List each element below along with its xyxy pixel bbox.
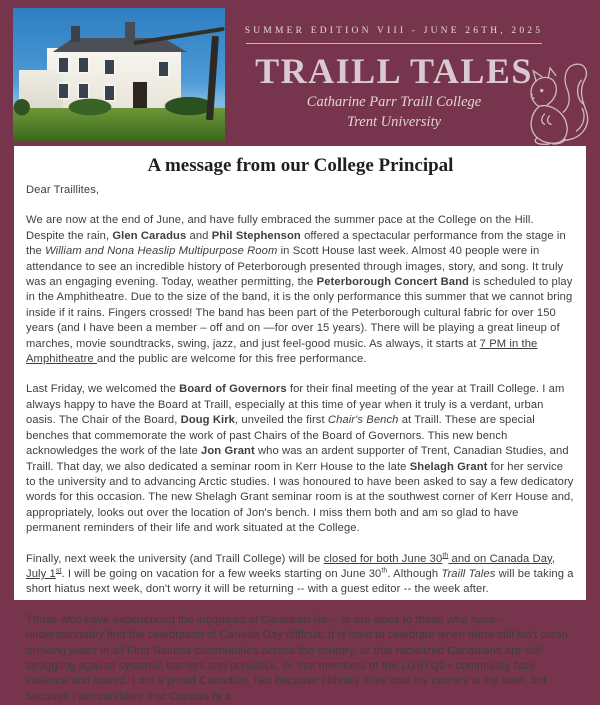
text-segment: for her service to the university and to advancing Arctic studies. I was honoured to have been asked to say a few dedicatory words for this occasion. The new Shelagh Grant seminar room is at the southwest corner of Kerr House and, appropriately, looks out over the location of Jon's bench. I miss them both and am so glad to have permanent reminders of their life and work situated at the College. bbox=[26, 460, 574, 535]
text-segment: is scheduled to play in the Amphitheatre. Due to the size of the band, it is the only performance this summer that we cannot bring inside if it rains. Fingers crossed! The band has been part of the Peterborough cultural fabric for over 150 years (and I have been a member – off and on —for over 15 years). There will be playing a great lineup of marches, movie soundtracks, swing, jazz, and just feel-good music. As always, it starts at bbox=[26, 276, 573, 350]
text-segment: at Traill. These are special benches that commemorate the work of past Chairs of the Board of Governors. This new bench acknowledges the work of the late bbox=[26, 414, 535, 458]
text-segment: and the public are welcome for this free performance. bbox=[96, 353, 367, 366]
text-segment: Doug Kirk bbox=[180, 414, 235, 427]
scott-house-photo bbox=[13, 8, 225, 142]
masthead-block bbox=[238, 0, 550, 146]
text-segment: and bbox=[186, 229, 212, 242]
text-segment: Board of Governors bbox=[179, 383, 287, 396]
newsletter-header bbox=[0, 0, 600, 146]
text-segment: Finally, next week the university (and Traill College) will be bbox=[26, 552, 324, 565]
text-segment: Jon Grant bbox=[201, 445, 255, 458]
inline-link[interactable]: and on Canada Day, July 1 bbox=[26, 552, 556, 580]
text-segment: Traill Tales bbox=[441, 567, 496, 580]
text-segment: a bbox=[221, 690, 232, 703]
text-segment: . I will be going on vacation for a few weeks starting on June 30 bbox=[61, 567, 382, 580]
header-divider bbox=[246, 43, 542, 44]
letter-body bbox=[14, 146, 586, 703]
edition-date-line: SUMMER EDITION VIII - JUNE 26TH, 2025 bbox=[244, 26, 544, 36]
text-segment: in Scott House last week. Almost 40 people were in attendance to see an incredible history of Peterborough presented through images, story, and song. It truly was an engaging evening. Today, weather permitting, the bbox=[26, 245, 564, 289]
inline-link[interactable]: 7 PM in the Amphitheatre bbox=[26, 337, 538, 366]
text-segment: Phil Stephenson bbox=[211, 229, 301, 242]
text-segment: , unveiled the first bbox=[235, 414, 328, 427]
text-segment: Peterborough Concert Band bbox=[316, 276, 469, 289]
text-segment: Last Friday, we welcomed the bbox=[26, 383, 180, 396]
inline-link[interactable]: st bbox=[55, 567, 62, 575]
inline-link[interactable]: th bbox=[442, 551, 449, 559]
text-segment: William and Nona Heaslip Multipurpose Room bbox=[45, 245, 278, 258]
newsletter-title: TRAILL TALES bbox=[255, 51, 533, 91]
text-segment: Chair's Bench bbox=[327, 414, 399, 427]
text-segment: for their final meeting of the year at Traill College. I am always happy to have the Board at Traill, especially at this time of year when it truly is a verdant, urban oasis. The Chair of the Board, bbox=[26, 383, 565, 427]
message-heading: A message from our College Principal bbox=[147, 155, 454, 176]
text-segment: th bbox=[381, 567, 388, 575]
message-paragraph bbox=[26, 183, 575, 198]
university-name: Trent University bbox=[346, 114, 442, 131]
text-segment: . Although bbox=[387, 567, 442, 580]
text-segment: We are now at the end of June, and have fully embraced the summer pace at the College on the Hill. Despite the rain, bbox=[26, 214, 534, 242]
text-segment: offered a spectacular performance from the stage in the bbox=[26, 229, 566, 258]
text-segment: Shelagh Grant bbox=[409, 460, 488, 473]
text-segment: Glen Caradus bbox=[112, 229, 187, 242]
text-segment: Those who have experienced the inequities of Canadian life – or are allies to those who have – understandably find the celebration of Canada Day difficult. It is hard to celebrate when there still isn't clean drinking water in all First Nations communities across the country, or that racialized Canadians are still struggling against systemic barriers and prejudice, or that members of the LGBTQ2+ community face violence and hatred. I am a proud Canadian. Not because I blindly think that my country is the best, but because I am confident that Canada bbox=[26, 613, 568, 703]
text-segment: Dear Traillites, bbox=[26, 184, 100, 196]
text-segment: who was an ardent supporter of Trent, Canadian Studies, and Traill. That day, we also dedicated a seminar room in Kerr House to the late bbox=[26, 445, 569, 473]
message-paragraph bbox=[26, 552, 575, 598]
text-segment: will be taking a short hiatus next week, don't worry it will be returning -- with a guest editor -- the week after. bbox=[26, 567, 574, 596]
inline-link[interactable]: closed for both June 30 bbox=[323, 552, 443, 565]
message-paragraphs bbox=[26, 183, 575, 705]
photo-tree-canopy bbox=[13, 8, 225, 142]
squirrel-icon bbox=[509, 52, 597, 146]
message-paragraph bbox=[26, 213, 575, 367]
college-name: Catharine Parr Traill College bbox=[306, 94, 482, 110]
message-paragraph bbox=[26, 613, 575, 705]
message-paragraph bbox=[26, 382, 575, 536]
text-segment: is bbox=[212, 690, 222, 703]
